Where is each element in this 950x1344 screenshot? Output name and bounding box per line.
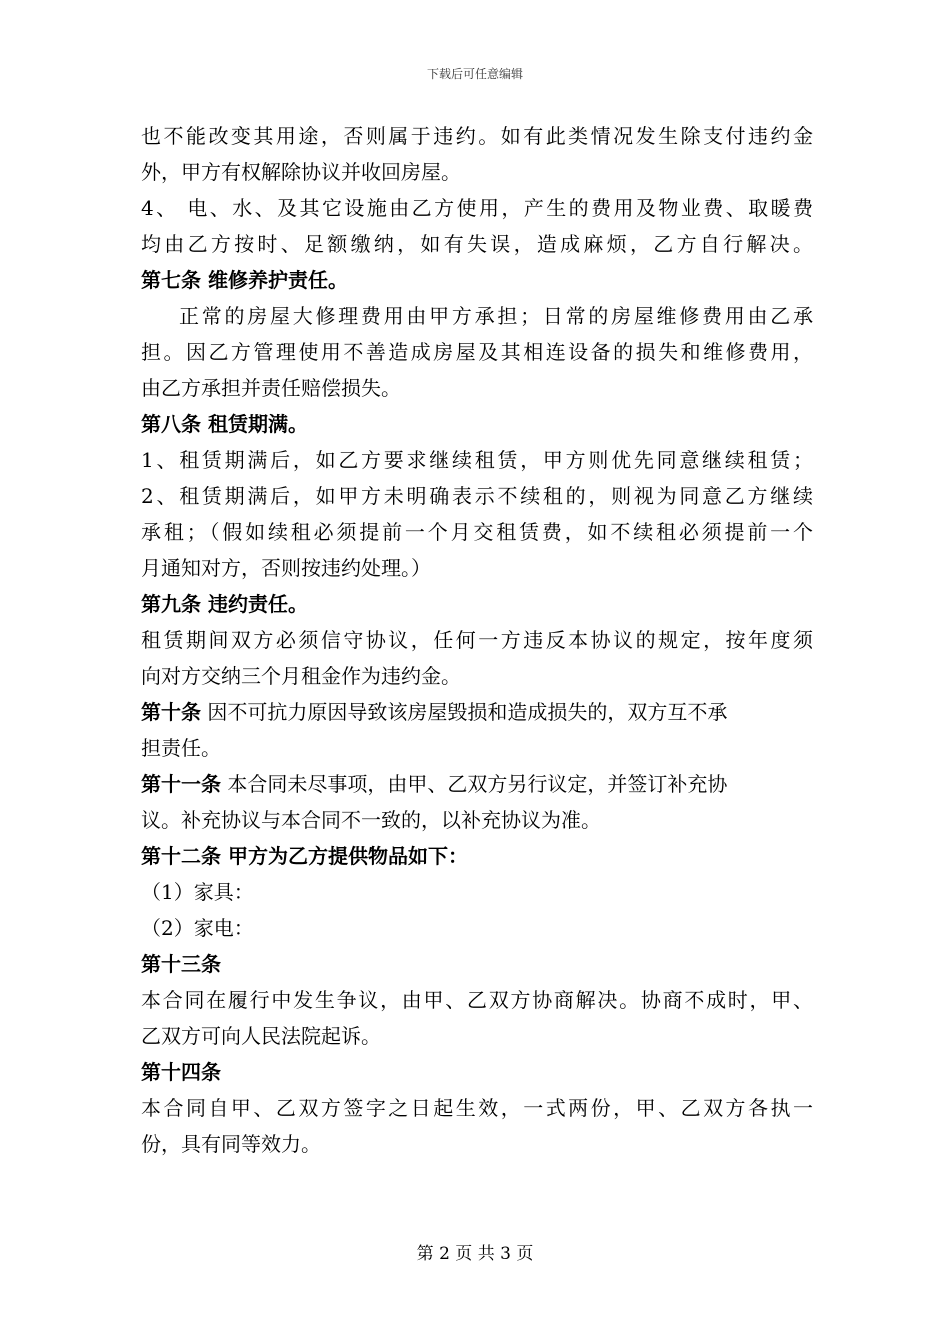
text-line: 月通知对方，否则按违约处理。） <box>141 556 431 580</box>
text-line: 2、租赁期满后，如甲方未明确表示不续租的，则视为同意乙方继续 <box>141 484 813 508</box>
text-line: 由乙方承担并责任赔偿损失。 <box>141 376 401 400</box>
text-line: 份，具有同等效力。 <box>141 1132 321 1156</box>
article-8-heading: 第八条 租赁期满。 <box>141 412 308 436</box>
text-line: 担。因乙方管理使用不善造成房屋及其相连设备的损失和维修费用， <box>141 340 813 364</box>
document-body <box>141 118 813 1162</box>
text-line: 担责任。 <box>141 736 221 760</box>
text-line: 承租；（假如续租必须提前一个月交租赁费，如不续租必须提前一个 <box>141 520 813 544</box>
article-11-line <box>141 766 813 802</box>
text-line: 4、 电、水、及其它设施由乙方使用，产生的费用及物业费、取暖费 <box>141 196 813 220</box>
text-line: 向对方交纳三个月租金作为违约金。 <box>141 664 461 688</box>
text-line: 租赁期间双方必须信守协议，任何一方违反本协议的规定，按年度须 <box>141 628 813 652</box>
article-10-line <box>141 694 813 730</box>
article-9-heading: 第九条 违约责任。 <box>141 592 308 616</box>
text-line: 1、租赁期满后，如乙方要求继续租赁，甲方则优先同意继续租赁； <box>141 448 813 472</box>
article-11-text: 本合同未尽事项，由甲、乙双方另行议定，并签订补充协 <box>221 772 728 796</box>
text-line: 外，甲方有权解除协议并收回房屋。 <box>141 160 461 184</box>
page-number: 第 2 页 共 3 页 <box>416 1244 534 1264</box>
list-item: （2）家电： <box>141 916 254 940</box>
article-10-text: 因不可抗力原因导致该房屋毁损和造成损失的，双方互不承 <box>201 700 728 724</box>
text-line: 正常的房屋大修理费用由甲方承担；日常的房屋维修费用由乙承 <box>179 304 813 328</box>
text-line: 本合同在履行中发生争议，由甲、乙双方协商解决。协商不成时，甲、 <box>141 988 813 1012</box>
list-item: （1）家具： <box>141 880 254 904</box>
text-line: 本合同自甲、乙双方签字之日起生效，一式两份，甲、乙双方各执一 <box>141 1096 813 1120</box>
text-line: 议。补充协议与本合同不一致的，以补充协议为准。 <box>141 808 601 832</box>
article-14-heading: 第十四条 <box>141 1060 221 1084</box>
text-line: 均由乙方按时、足额缴纳，如有失误，造成麻烦，乙方自行解决。 <box>141 232 813 256</box>
article-11-heading: 第十一条 <box>141 772 221 796</box>
article-10-heading: 第十条 <box>141 700 201 724</box>
article-13-heading: 第十三条 <box>141 952 221 976</box>
article-7-heading: 第七条 维修养护责任。 <box>141 268 348 292</box>
page-header: 下载后可任意编辑 <box>426 67 523 81</box>
text-line: 也不能改变其用途，否则属于违约。如有此类情况发生除支付违约金 <box>141 124 813 148</box>
text-line: 乙双方可向人民法院起诉。 <box>141 1024 381 1048</box>
article-12-heading: 第十二条 甲方为乙方提供物品如下： <box>141 844 468 868</box>
